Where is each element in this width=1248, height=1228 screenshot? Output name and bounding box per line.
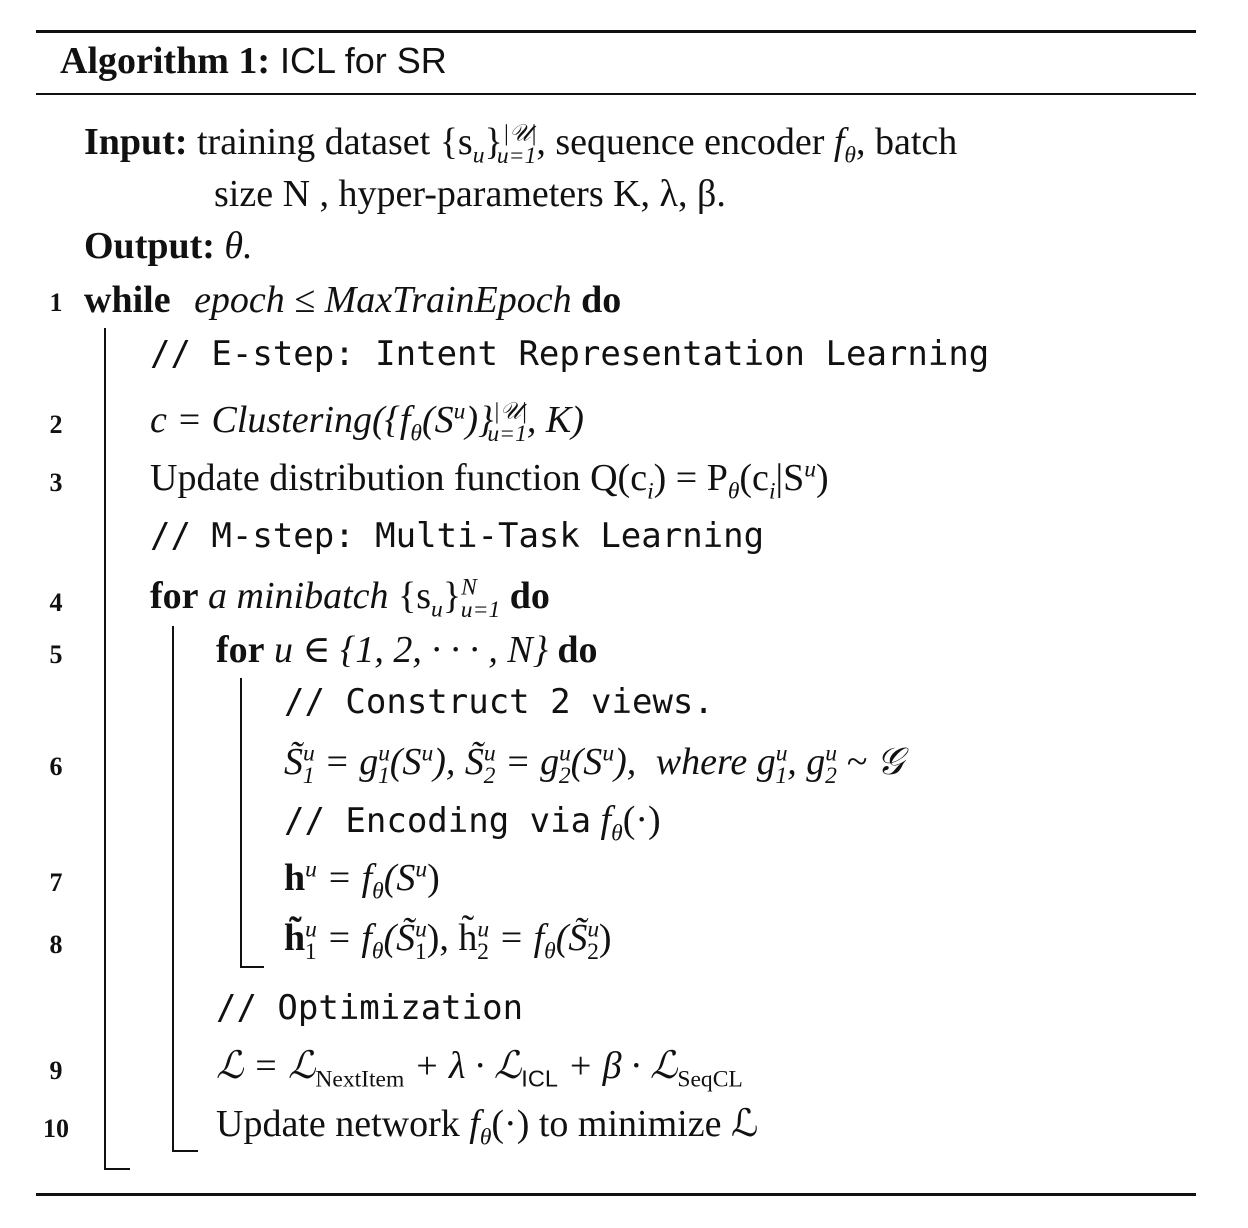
input-line-1: Input: training dataset $\{s_u\}^{|𝒰|}_{u=1}$, sequence encoder $f_\theta$, batch	[84, 120, 958, 169]
algo-line-3: Update distribution function $Q(c_i) = P_\theta(c_i|S^u)$	[150, 456, 829, 505]
algo-line-5: for u ∈ {1, 2, · · · , N} do	[216, 629, 598, 671]
algo-line-2: $c = Clustering(\{f_\theta(S^u)\}^{|𝒰|}_{u=1}$, K)	[150, 398, 584, 447]
algorithm-label: Algorithm 1:	[60, 40, 271, 82]
title-rule	[36, 93, 1196, 95]
line-number-5: 5	[49, 640, 63, 669]
algo-line-1: while epoch ≤ MaxTrainEpoch do	[84, 279, 622, 321]
line-number-8: 8	[49, 930, 63, 959]
line-number-1: 1	[49, 288, 63, 317]
algo-line-6: S̃$^u_1$ = $g^u_1(S^u)$, S̃$^u_2$ = $g^u_2(S^u)$, where $g^u_1$, $g^u_2$ ~ 𝒢	[284, 740, 904, 789]
comment-optimization: // Optimization	[216, 988, 524, 1028]
bottom-rule	[36, 1193, 1196, 1196]
top-rule	[36, 30, 1196, 33]
line-number-4: 4	[49, 588, 63, 617]
for-u-scope-bar	[240, 678, 264, 968]
algo-line-8: h̃$^u_1$ = $f_\theta(S̃^u_1)$, h̃$^u_2$ = $f_\theta(S̃^u_2)$	[284, 916, 612, 965]
input-line-2: size N , hyper-parameters K, λ, β.	[214, 173, 726, 215]
output-label: Output:	[84, 225, 215, 267]
while-scope-bar	[104, 328, 130, 1170]
algorithm-name: ICL for SR	[280, 40, 447, 81]
line-number-10: 10	[43, 1114, 69, 1143]
algo-line-10: Update network $f_\theta(\cdot)$ to minimize ℒ	[216, 1103, 759, 1151]
comment-encoding: // Encoding via $f_\theta(\cdot)$	[284, 799, 661, 847]
line-number-2: 2	[49, 410, 63, 439]
algo-line-9: ℒ = ℒ$_{NextItem}$ + λ · ℒ$_{ICL}$ + β · ℒ$_{SeqCL}$	[216, 1045, 743, 1093]
comment-e-step: // E-step: Intent Representation Learning	[150, 334, 990, 374]
line-number-3: 3	[49, 468, 63, 497]
for-minibatch-scope-bar	[172, 626, 198, 1152]
line-number-6: 6	[49, 752, 63, 781]
algo-line-4: for a minibatch $\{s_u\}^N_{u=1}$ do	[150, 574, 550, 623]
line-number-7: 7	[49, 868, 63, 897]
comment-construct-views: // Construct 2 views.	[284, 682, 714, 722]
input-label: Input:	[84, 121, 188, 163]
comment-m-step: // M-step: Multi-Task Learning	[150, 516, 765, 556]
output-value: θ.	[224, 225, 253, 267]
output-line	[84, 222, 253, 270]
line-number-9: 9	[49, 1056, 63, 1085]
algo-line-7: $h^u = f_\theta(S^u)$	[284, 856, 440, 905]
algorithm-title	[60, 38, 447, 84]
